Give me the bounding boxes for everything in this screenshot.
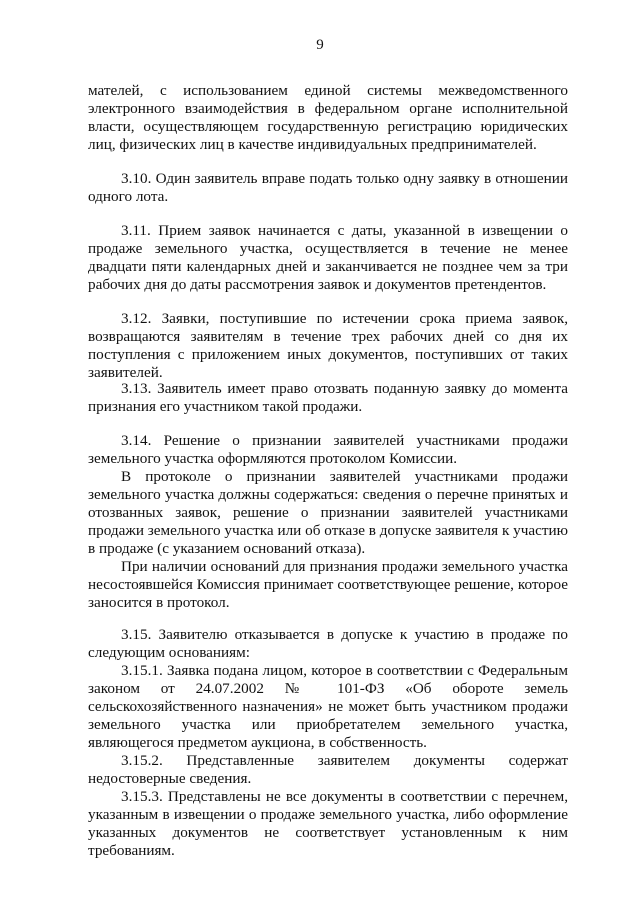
section-3-13 xyxy=(88,380,568,416)
paragraph-text: При наличии оснований для признания продажи земельного участка несостоявшейся Комиссия принимает соответствующее решение, которое заносится в протокол. xyxy=(88,558,568,611)
paragraph-text: 3.15.3. Представлены не все документы в соответствии с перечнем, указанным в извещении о продаже земельного участка, либо оформление указанных документов не соответствует установленным к ним требованиям. xyxy=(88,788,568,859)
paragraph-text: 3.15.2. Представленные заявителем документы содержат недостоверные сведения. xyxy=(88,752,568,787)
paragraph-text: 3.15. Заявителю отказывается в допуске к участию в продаже по следующим основаниям: xyxy=(88,626,568,661)
paragraph-text: В протоколе о признании заявителей участниками продажи земельного участка должны содержаться: сведения о перечне принятых и отозванных заявок, решение о признании заявителей участниками продажи земельного участка или об отказе в допуске заявителя к участию в продаже (с указанием оснований отказа). xyxy=(88,468,568,557)
section-3-14 xyxy=(88,432,568,612)
paragraph-text: мателей, с использованием единой системы межведомственного электронного взаимодействия в федеральном органе исполнительной власти, осуществляющем государственную регистрацию юридических лиц, физических лиц в качестве индивидуальных предпринимателей. xyxy=(88,82,568,153)
section-3-15 xyxy=(88,626,568,860)
page-number: 9 xyxy=(316,37,324,53)
section-3-11 xyxy=(88,222,568,294)
paragraph-text: 3.11. Прием заявок начинается с даты, указанной в извещении о продаже земельного участка, осуществляется в течение не менее двадцати пяти календарных дней и заканчивается не позднее чем за три рабочих дня до даты рассмотрения заявок и документов претендентов. xyxy=(88,222,568,293)
paragraph-text: 3.10. Один заявитель вправе подать только одну заявку в отношении одного лота. xyxy=(88,170,568,205)
paragraph-continuation xyxy=(88,82,568,154)
paragraph-text: 3.15.1. Заявка подана лицом, которое в соответствии с Федеральным законом от 24.07.2002 № 101-ФЗ «Об обороте земель сельскохозяйственного назначения» не может быть участником продажи земельного участка или приобретателем земельного участка, являющегося предметом аукциона, в собственность. xyxy=(88,662,568,751)
section-3-12 xyxy=(88,310,568,382)
section-3-10 xyxy=(88,170,568,206)
paragraph-text: 3.13. Заявитель имеет право отозвать поданную заявку до момента признания его участником такой продажи. xyxy=(88,380,568,415)
paragraph-text: 3.12. Заявки, поступившие по истечении срока приема заявок, возвращаются заявителям в течение трех рабочих дней со дня их поступления с приложением иных документов, поступивших от таких заявителей. xyxy=(88,310,568,381)
paragraph-text: 3.14. Решение о признании заявителей участниками продажи земельного участка оформляются протоколом Комиссии. xyxy=(88,432,568,467)
